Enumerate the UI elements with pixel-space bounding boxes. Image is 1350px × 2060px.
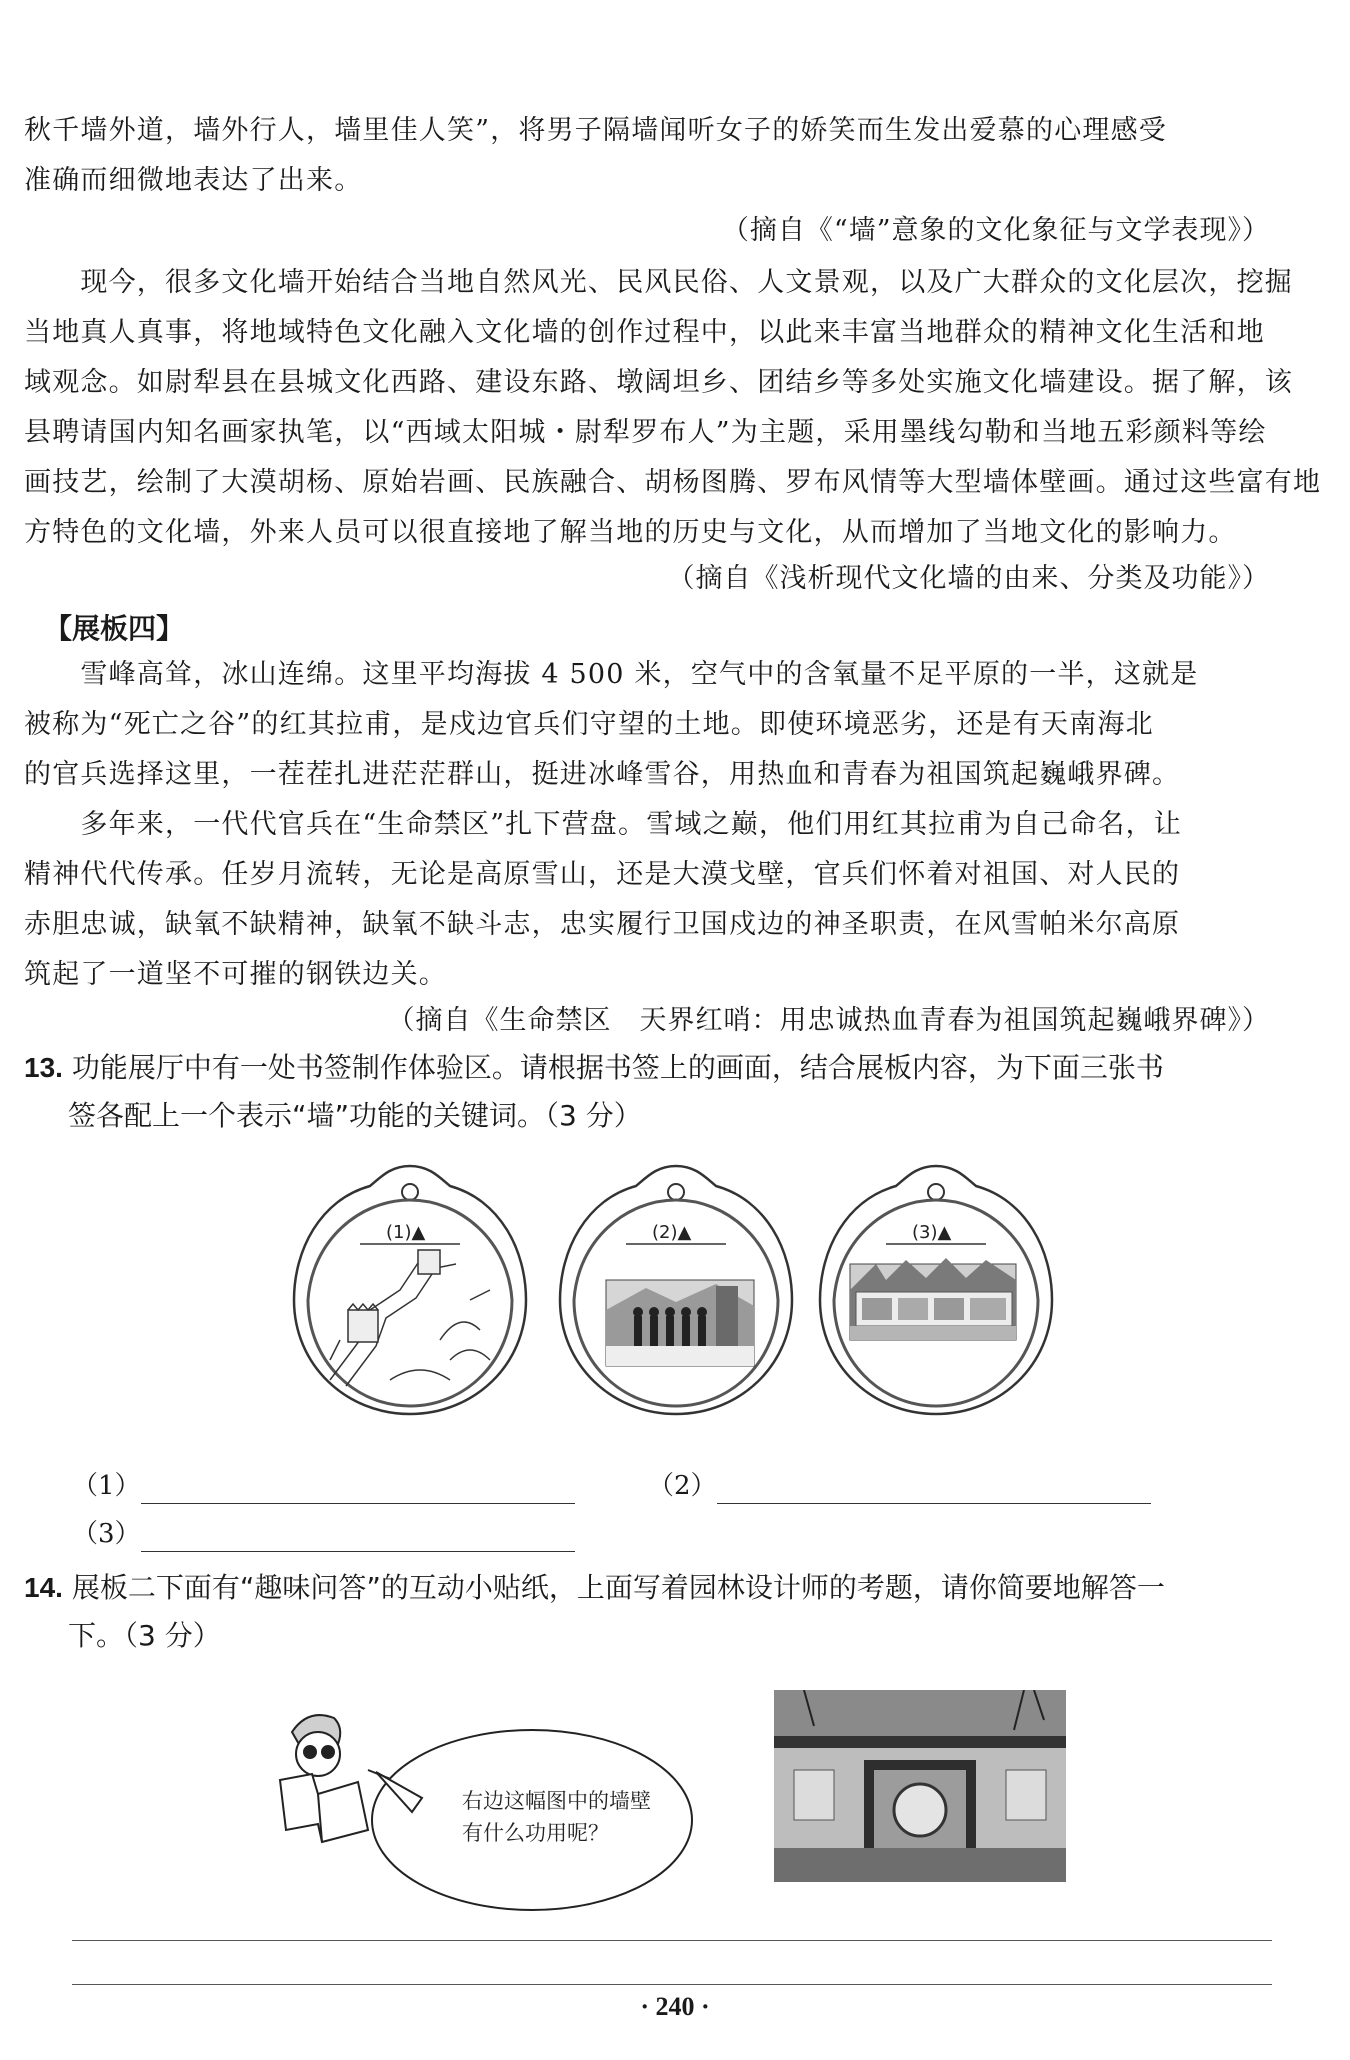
paragraph-line: 域观念。如尉犁县在县城文化西路、建设东路、墩阔坦乡、团结乡等多处实施文化墙建设。据了解，该 <box>24 367 1293 398</box>
answer-blank[interactable] <box>717 1473 1151 1504</box>
paragraph-line: 的官兵选择这里，一茬茬扎进茫茫群山，挺进冰峰雪谷，用热血和青春为祖国筑起巍峨界碑。 <box>24 759 1181 790</box>
answer-blank[interactable] <box>141 1473 575 1504</box>
page-number: · 240 · <box>640 1992 710 2021</box>
passage-line: 秋千墙外道，墙外行人，墙里佳人笑”，将男子隔墙闻听女子的娇笑而生发出爱慕的心理感受 <box>24 115 1168 146</box>
paragraph-line: 现今，很多文化墙开始结合当地自然风光、民风民俗、人文景观，以及广大群众的文化层次，挖掘 <box>24 267 1293 298</box>
paragraph-line: 画技艺，绘制了大漠胡杨、原始岩画、民族融合、胡杨图腾、罗布风情等大型墙体壁画。通过这些富有地 <box>24 467 1322 498</box>
paragraph-line: 筑起了一道坚不可摧的钢铁边关。 <box>24 959 447 990</box>
answer-label: （1） <box>72 1471 141 1501</box>
question-13-line2: 签各配上一个表示“墙”功能的关键词。（3 分） <box>68 1099 642 1132</box>
passage-line: 准确而细微地表达了出来。 <box>24 165 363 196</box>
bookmark-2 <box>556 1160 796 1420</box>
garden-wall-photo <box>774 1690 1066 1882</box>
paragraph-line: 县聘请国内知名画家执笔，以“西域太阳城・尉犁罗布人”为主题，采用墨线勾勒和当地五彩颜料等绘 <box>24 417 1267 448</box>
answer-row-1 <box>72 1468 575 1504</box>
paragraph-line: 精神代代传承。任岁月流转，无论是高原雪山，还是大漠戈壁，官兵们怀着对祖国、对人民的 <box>24 859 1181 890</box>
question-text: 展板二下面有“趣味问答”的互动小贴纸，上面写着园林设计师的考题，请你简要地解答一 <box>71 1571 1165 1604</box>
answer-rule[interactable] <box>72 1940 1272 1941</box>
paragraph-line: 被称为“死亡之谷”的红其拉甫，是戍边官兵们守望的土地。即使环境恶劣，还是有天南海北 <box>24 709 1154 740</box>
culture-wall-photo-icon <box>850 1258 1016 1340</box>
question-number: 14. <box>24 1572 63 1603</box>
paragraph-line: 赤胆忠诚，缺氧不缺精神，缺氧不缺斗志，忠实履行卫国戍边的神圣职责，在风雪帕米尔高原 <box>24 909 1181 940</box>
bookmark-label: (2)▲ <box>652 1222 692 1243</box>
answer-blank[interactable] <box>141 1521 575 1552</box>
board-heading: 【展板四】 <box>44 612 185 645</box>
border-soldiers-photo-icon <box>606 1280 754 1366</box>
source-citation: （摘自《生命禁区 天界红哨：用忠诚热血青春为祖国筑起巍峨界碑》） <box>387 1005 1270 1036</box>
paragraph-line: 多年来，一代代官兵在“生命禁区”扎下营盘。雪域之巅，他们用红其拉甫为自己命名，让 <box>24 809 1183 840</box>
cartoon-person-icon <box>280 1715 368 1842</box>
question-text: 功能展厅中有一处书签制作体验区。请根据书签上的画面，结合展板内容，为下面三张书 <box>71 1051 1164 1084</box>
answer-label: （2） <box>648 1471 717 1501</box>
question-number: 13. <box>24 1052 63 1083</box>
speech-bubble <box>368 1730 692 1910</box>
source-citation: （摘自《浅析现代文化墙的由来、分类及功能》） <box>667 563 1270 594</box>
bookmark-1 <box>290 1160 530 1420</box>
cartoon-reader <box>272 1698 732 1928</box>
bookmark-label: (3)▲ <box>912 1222 952 1243</box>
answer-label: （3） <box>72 1519 141 1549</box>
source-citation: （摘自《“墙”意象的文化象征与文学表现》） <box>721 215 1270 246</box>
bookmark-label: (1)▲ <box>386 1222 426 1243</box>
bookmark-3 <box>816 1160 1056 1420</box>
answer-rule[interactable] <box>72 1984 1272 1985</box>
paragraph-line: 方特色的文化墙，外来人员可以很直接地了解当地的历史与文化，从而增加了当地文化的影响力。 <box>24 517 1237 548</box>
question-14-line2: 下。（3 分） <box>68 1619 221 1652</box>
question-13-line1 <box>24 1046 1164 1090</box>
bubble-text-line1: 右边这幅图中的墙壁 <box>462 1789 651 1813</box>
answer-row-3 <box>72 1516 575 1552</box>
bubble-text-line2: 有什么功用呢？ <box>462 1821 609 1845</box>
paragraph-line: 当地真人真事，将地域特色文化融入文化墙的创作过程中，以此来丰富当地群众的精神文化生活和地 <box>24 317 1265 348</box>
question-14-line1 <box>24 1566 1165 1610</box>
answer-row-2 <box>648 1468 1151 1504</box>
paragraph-line: 雪峰高耸，冰山连绵。这里平均海拔 4 500 米，空气中的含氧量不足平原的一半，这就是 <box>24 659 1199 690</box>
